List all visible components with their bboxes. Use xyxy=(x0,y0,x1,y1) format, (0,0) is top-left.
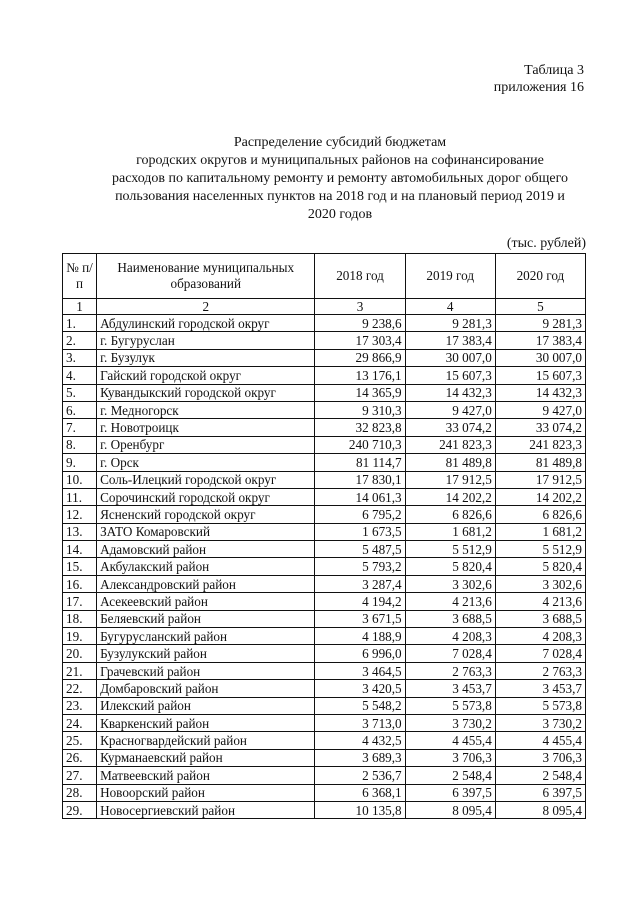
value-2019: 9 427,0 xyxy=(405,401,495,418)
table-row xyxy=(63,784,586,801)
value-2020: 1 681,2 xyxy=(495,523,585,540)
value-2019: 14 202,2 xyxy=(405,488,495,505)
table-row xyxy=(63,523,586,540)
value-2019: 4 455,4 xyxy=(405,732,495,749)
value-2018: 4 432,5 xyxy=(315,732,405,749)
value-2020: 4 213,6 xyxy=(495,593,585,610)
value-2019: 3 688,5 xyxy=(405,610,495,627)
municipality-name: Соль-Илецкий городской округ xyxy=(97,471,315,488)
table-row xyxy=(63,558,586,575)
value-2020: 2 548,4 xyxy=(495,767,585,784)
row-number: 21. xyxy=(63,662,97,679)
municipality-name: Абдулинский городской округ xyxy=(97,315,315,332)
column-number: 1 xyxy=(63,299,97,315)
value-2020: 5 820,4 xyxy=(495,558,585,575)
table-row xyxy=(63,436,586,453)
table-row xyxy=(63,680,586,697)
table-row xyxy=(63,454,586,471)
value-2018: 17 303,4 xyxy=(315,332,405,349)
value-2020: 17 912,5 xyxy=(495,471,585,488)
value-2018: 29 866,9 xyxy=(315,349,405,366)
row-number: 12. xyxy=(63,506,97,523)
table-body xyxy=(63,315,586,819)
value-2019: 15 607,3 xyxy=(405,367,495,384)
row-number: 17. xyxy=(63,593,97,610)
value-2020: 6 397,5 xyxy=(495,784,585,801)
municipality-name: Адамовский район xyxy=(97,541,315,558)
table-row xyxy=(63,801,586,818)
value-2019: 6 397,5 xyxy=(405,784,495,801)
title-line: пользования населенных пунктов на 2018 год и на плановый период 2019 и xyxy=(115,189,565,204)
column-number: 5 xyxy=(495,299,585,315)
value-2019: 33 074,2 xyxy=(405,419,495,436)
header-2018: 2018 год xyxy=(315,254,405,299)
value-2018: 2 536,7 xyxy=(315,767,405,784)
municipality-name: Домбаровский район xyxy=(97,680,315,697)
value-2020: 3 688,5 xyxy=(495,610,585,627)
value-2019: 4 208,3 xyxy=(405,628,495,645)
appendix-number: приложения 16 xyxy=(493,80,584,95)
municipality-name: Кувандыкский городской округ xyxy=(97,384,315,401)
row-number: 6. xyxy=(63,401,97,418)
value-2019: 3 706,3 xyxy=(405,749,495,766)
appendix-header xyxy=(494,62,584,96)
row-number: 22. xyxy=(63,680,97,697)
value-2020: 6 826,6 xyxy=(495,506,585,523)
value-2018: 240 710,3 xyxy=(315,436,405,453)
value-2019: 17 912,5 xyxy=(405,471,495,488)
row-number: 24. xyxy=(63,714,97,731)
municipality-name: г. Бузулук xyxy=(97,349,315,366)
municipality-name: Асекеевский район xyxy=(97,593,315,610)
table-row xyxy=(63,384,586,401)
row-number: 23. xyxy=(63,697,97,714)
row-number: 25. xyxy=(63,732,97,749)
value-2018: 9 310,3 xyxy=(315,401,405,418)
row-number: 13. xyxy=(63,523,97,540)
value-2018: 3 713,0 xyxy=(315,714,405,731)
value-2019: 5 820,4 xyxy=(405,558,495,575)
value-2020: 9 281,3 xyxy=(495,315,585,332)
table-row xyxy=(63,349,586,366)
value-2019: 14 432,3 xyxy=(405,384,495,401)
value-2018: 3 287,4 xyxy=(315,575,405,592)
value-2020: 8 095,4 xyxy=(495,801,585,818)
value-2020: 14 202,2 xyxy=(495,488,585,505)
value-2020: 30 007,0 xyxy=(495,349,585,366)
value-2019: 6 826,6 xyxy=(405,506,495,523)
row-number: 11. xyxy=(63,488,97,505)
row-number: 19. xyxy=(63,628,97,645)
title-line: городских округов и муниципальных районов на софинансирование xyxy=(136,153,544,168)
municipality-name: Гайский городской округ xyxy=(97,367,315,384)
municipality-name: Илекский район xyxy=(97,697,315,714)
value-2018: 1 673,5 xyxy=(315,523,405,540)
value-2019: 2 548,4 xyxy=(405,767,495,784)
value-2020: 81 489,8 xyxy=(495,454,585,471)
municipality-name: Кваркенский район xyxy=(97,714,315,731)
header-name: Наименование муниципальных образований xyxy=(97,254,315,299)
value-2018: 5 487,5 xyxy=(315,541,405,558)
value-2020: 3 453,7 xyxy=(495,680,585,697)
row-number: 20. xyxy=(63,645,97,662)
municipality-name: Беляевский район xyxy=(97,610,315,627)
value-2020: 4 455,4 xyxy=(495,732,585,749)
value-2020: 3 302,6 xyxy=(495,575,585,592)
value-2018: 10 135,8 xyxy=(315,801,405,818)
column-number: 3 xyxy=(315,299,405,315)
municipality-name: ЗАТО Комаровский xyxy=(97,523,315,540)
value-2018: 81 114,7 xyxy=(315,454,405,471)
value-2020: 9 427,0 xyxy=(495,401,585,418)
value-2020: 17 383,4 xyxy=(495,332,585,349)
row-number: 8. xyxy=(63,436,97,453)
value-2020: 241 823,3 xyxy=(495,436,585,453)
municipality-name: Красногвардейский район xyxy=(97,732,315,749)
row-number: 14. xyxy=(63,541,97,558)
value-2019: 5 512,9 xyxy=(405,541,495,558)
value-2018: 5 793,2 xyxy=(315,558,405,575)
title-line: Распределение субсидий бюджетам xyxy=(233,135,447,150)
header-2019: 2019 год xyxy=(405,254,495,299)
value-2019: 30 007,0 xyxy=(405,349,495,366)
municipality-name: г. Медногорск xyxy=(97,401,315,418)
table-row xyxy=(63,367,586,384)
table-row xyxy=(63,714,586,731)
value-2019: 8 095,4 xyxy=(405,801,495,818)
municipality-name: г. Оренбург xyxy=(97,436,315,453)
row-number: 16. xyxy=(63,575,97,592)
table-row xyxy=(63,662,586,679)
row-number: 18. xyxy=(63,610,97,627)
table-row xyxy=(63,575,586,592)
table-row xyxy=(63,749,586,766)
row-number: 26. xyxy=(63,749,97,766)
value-2019: 81 489,8 xyxy=(405,454,495,471)
column-number: 4 xyxy=(405,299,495,315)
value-2018: 3 671,5 xyxy=(315,610,405,627)
value-2019: 3 302,6 xyxy=(405,575,495,592)
units-label: (тыс. рублей) xyxy=(506,236,586,251)
value-2019: 4 213,6 xyxy=(405,593,495,610)
value-2018: 6 795,2 xyxy=(315,506,405,523)
table-row xyxy=(63,541,586,558)
value-2020: 4 208,3 xyxy=(495,628,585,645)
value-2020: 33 074,2 xyxy=(495,419,585,436)
table-row xyxy=(63,767,586,784)
value-2019: 3 453,7 xyxy=(405,680,495,697)
value-2019: 17 383,4 xyxy=(405,332,495,349)
table-row xyxy=(63,488,586,505)
row-number: 28. xyxy=(63,784,97,801)
table-row xyxy=(63,593,586,610)
table-header-row xyxy=(63,254,586,299)
value-2018: 6 368,1 xyxy=(315,784,405,801)
column-number: 2 xyxy=(97,299,315,315)
value-2020: 7 028,4 xyxy=(495,645,585,662)
value-2018: 13 176,1 xyxy=(315,367,405,384)
value-2018: 4 188,9 xyxy=(315,628,405,645)
value-2019: 5 573,8 xyxy=(405,697,495,714)
table-row xyxy=(63,332,586,349)
value-2018: 5 548,2 xyxy=(315,697,405,714)
municipality-name: Бугурусланский район xyxy=(97,628,315,645)
table-row xyxy=(63,697,586,714)
value-2019: 1 681,2 xyxy=(405,523,495,540)
title-line: 2020 годов xyxy=(307,207,373,222)
column-numbers-row xyxy=(63,299,586,315)
header-2020: 2020 год xyxy=(495,254,585,299)
table-row xyxy=(63,732,586,749)
value-2020: 5 512,9 xyxy=(495,541,585,558)
municipality-name: Грачевский район xyxy=(97,662,315,679)
table-row xyxy=(63,610,586,627)
row-number: 1. xyxy=(63,315,97,332)
value-2020: 3 730,2 xyxy=(495,714,585,731)
table-row xyxy=(63,506,586,523)
value-2020: 2 763,3 xyxy=(495,662,585,679)
municipality-name: Акбулакский район xyxy=(97,558,315,575)
table-row xyxy=(63,645,586,662)
value-2020: 5 573,8 xyxy=(495,697,585,714)
municipality-name: Ясненский городской округ xyxy=(97,506,315,523)
document-title xyxy=(100,134,580,224)
header-number: № п/п xyxy=(63,254,97,299)
municipality-name: Матвеевский район xyxy=(97,767,315,784)
value-2019: 2 763,3 xyxy=(405,662,495,679)
row-number: 27. xyxy=(63,767,97,784)
subsidy-table xyxy=(62,253,586,819)
table-number: Таблица 3 xyxy=(524,63,584,78)
table-row xyxy=(63,401,586,418)
value-2020: 15 607,3 xyxy=(495,367,585,384)
value-2020: 3 706,3 xyxy=(495,749,585,766)
value-2018: 6 996,0 xyxy=(315,645,405,662)
table-row xyxy=(63,628,586,645)
table-row xyxy=(63,315,586,332)
value-2018: 14 365,9 xyxy=(315,384,405,401)
row-number: 10. xyxy=(63,471,97,488)
row-number: 29. xyxy=(63,801,97,818)
value-2018: 3 689,3 xyxy=(315,749,405,766)
municipality-name: Новосергиевский район xyxy=(97,801,315,818)
row-number: 3. xyxy=(63,349,97,366)
value-2020: 14 432,3 xyxy=(495,384,585,401)
value-2018: 3 420,5 xyxy=(315,680,405,697)
value-2018: 32 823,8 xyxy=(315,419,405,436)
value-2019: 9 281,3 xyxy=(405,315,495,332)
value-2018: 9 238,6 xyxy=(315,315,405,332)
municipality-name: г. Бугуруслан xyxy=(97,332,315,349)
municipality-name: г. Орск xyxy=(97,454,315,471)
value-2018: 4 194,2 xyxy=(315,593,405,610)
municipality-name: Новоорский район xyxy=(97,784,315,801)
row-number: 9. xyxy=(63,454,97,471)
value-2019: 3 730,2 xyxy=(405,714,495,731)
value-2019: 7 028,4 xyxy=(405,645,495,662)
municipality-name: Курманаевский район xyxy=(97,749,315,766)
row-number: 5. xyxy=(63,384,97,401)
row-number: 4. xyxy=(63,367,97,384)
value-2018: 17 830,1 xyxy=(315,471,405,488)
value-2019: 241 823,3 xyxy=(405,436,495,453)
municipality-name: Сорочинский городской округ xyxy=(97,488,315,505)
table-row xyxy=(63,419,586,436)
row-number: 2. xyxy=(63,332,97,349)
municipality-name: Бузулукский район xyxy=(97,645,315,662)
municipality-name: г. Новотроицк xyxy=(97,419,315,436)
row-number: 15. xyxy=(63,558,97,575)
table-row xyxy=(63,471,586,488)
title-line: расходов по капитальному ремонту и ремонту автомобильных дорог общего xyxy=(112,171,568,186)
value-2018: 3 464,5 xyxy=(315,662,405,679)
value-2018: 14 061,3 xyxy=(315,488,405,505)
row-number: 7. xyxy=(63,419,97,436)
municipality-name: Александровский район xyxy=(97,575,315,592)
